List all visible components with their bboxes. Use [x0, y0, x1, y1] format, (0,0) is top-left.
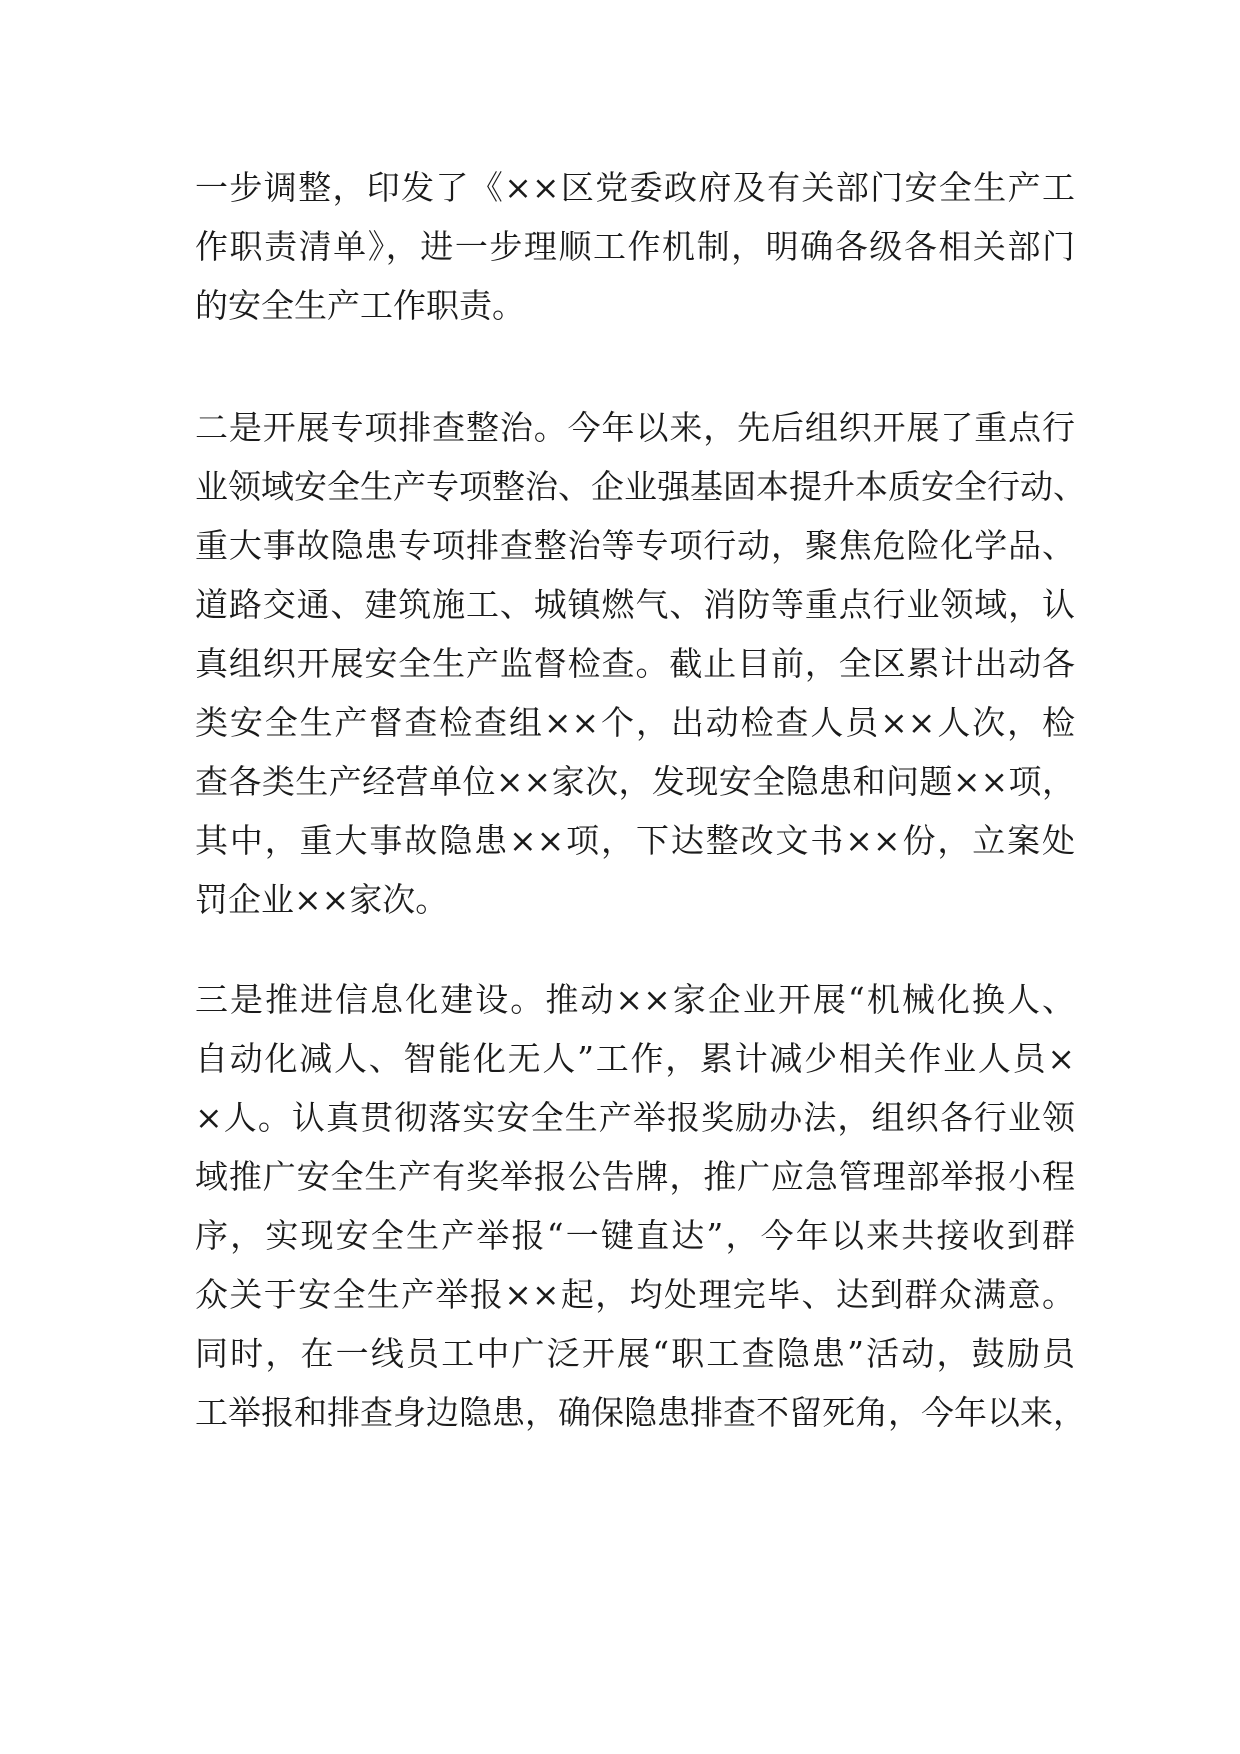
paragraph-informatization: [195, 970, 1086, 1442]
text-line: 作职责清单》，进一步理顺工作机制，明确各级各相关部门: [195, 227, 1075, 266]
text-line: 业领域安全生产专项整治、企业强基固本提升本质安全行动、: [195, 467, 1086, 506]
text-line: ×人。认真贯彻落实安全生产举报奖励办法，组织各行业领: [195, 1098, 1075, 1137]
text-line: 类安全生产督查检查组××个，出动检查人员××人次，检: [195, 703, 1075, 742]
text-line: 同时，在一线员工中广泛开展“职工查隐患”活动，鼓励员: [195, 1334, 1075, 1373]
text-line: 的安全生产工作职责。: [195, 286, 525, 325]
paragraph-responsibility-list: [195, 158, 1075, 335]
text-line: 道路交通、建筑施工、城镇燃气、消防等重点行业领域，认: [195, 585, 1075, 624]
text-line: 工举报和排查身边隐患，确保隐患排查不留死角，今年以来，: [195, 1393, 1086, 1432]
text-line: 重大事故隐患专项排查整治等专项行动，聚焦危险化学品、: [195, 526, 1075, 565]
text-line: 其中，重大事故隐患××项，下达整改文书××份，立案处: [195, 821, 1075, 860]
text-line: 一步调整，印发了《××区党委政府及有关部门安全生产工: [195, 168, 1075, 207]
text-line: 三是推进信息化建设。推动××家企业开展“机械化换人、: [195, 980, 1075, 1019]
text-line: 域推广安全生产有奖举报公告牌，推广应急管理部举报小程: [195, 1157, 1075, 1196]
text-line: 真组织开展安全生产监督检查。截止目前，全区累计出动各: [195, 644, 1075, 683]
text-line: 查各类生产经营单位××家次，发现安全隐患和问题××项，: [195, 762, 1075, 801]
text-line: 众关于安全生产举报××起，均处理完毕、达到群众满意。: [195, 1275, 1075, 1314]
text-line: 罚企业××家次。: [195, 880, 449, 919]
text-line: 序，实现安全生产举报“一键直达”，今年以来共接收到群: [195, 1216, 1075, 1255]
text-line: 二是开展专项排查整治。今年以来，先后组织开展了重点行: [195, 408, 1075, 447]
paragraph-special-inspection: [195, 398, 1086, 929]
text-line: 自动化减人、智能化无人”工作，累计减少相关作业人员×: [195, 1039, 1075, 1078]
